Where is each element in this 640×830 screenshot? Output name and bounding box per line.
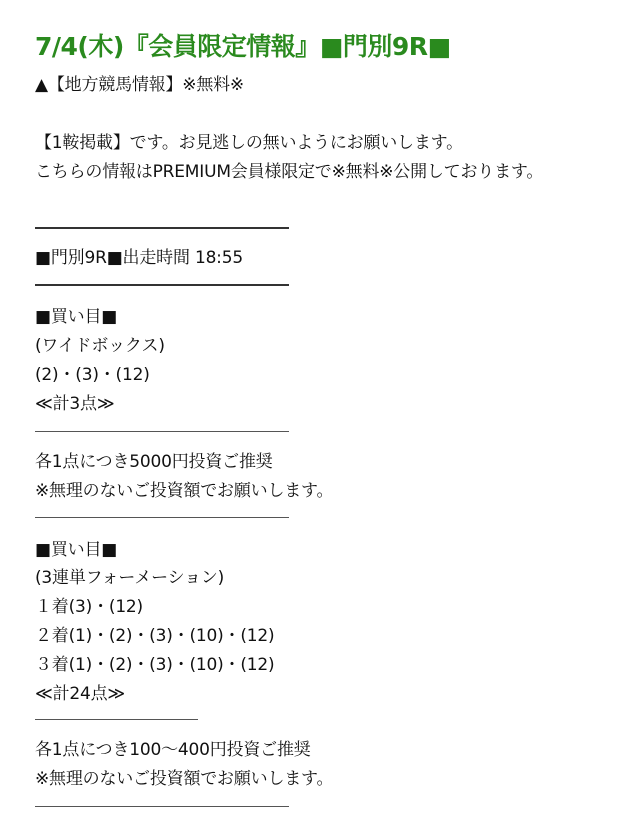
divider: [35, 806, 289, 807]
bet1-picks: (2)・(3)・(12): [35, 365, 150, 385]
subtitle: ▲【地方競馬情報】※無料※: [35, 75, 244, 95]
bet2-second: ２着(1)・(2)・(3)・(10)・(12): [35, 626, 275, 646]
divider: [35, 719, 198, 720]
divider: [35, 517, 289, 518]
bet1-note: ※無理のないご投資額でお願いします。: [35, 481, 334, 501]
bet2-total: ≪計24点≫: [35, 684, 126, 704]
bet2-heading: ■買い目■: [35, 540, 118, 560]
divider: [35, 431, 289, 432]
intro-line-2: こちらの情報はPREMIUM会員様限定で※無料※公開しております。: [35, 162, 544, 182]
bet2-first: １着(3)・(12): [35, 597, 143, 617]
intro-line-1: 【1鞍掲載】です。お見逃しの無いようにお願いします。: [35, 133, 463, 153]
page-title: 7/4(木)『会員限定情報』■門別9R■: [35, 32, 451, 61]
bet2-type: (3連単フォーメーション): [35, 568, 225, 588]
bet2-note: ※無理のないご投資額でお願いします。: [35, 769, 334, 789]
divider: [35, 227, 289, 229]
bet1-recommend: 各1点につき5000円投資ご推奨: [35, 452, 273, 472]
race-header: ■門別9R■出走時間 18:55: [35, 248, 243, 268]
divider: [35, 284, 289, 286]
bet2-third: ３着(1)・(2)・(3)・(10)・(12): [35, 655, 275, 675]
bet1-total: ≪計3点≫: [35, 394, 115, 414]
bet1-type: (ワイドボックス): [35, 336, 165, 356]
bet2-recommend: 各1点につき100～400円投資ご推奨: [35, 740, 311, 760]
bet1-heading: ■買い目■: [35, 307, 118, 327]
